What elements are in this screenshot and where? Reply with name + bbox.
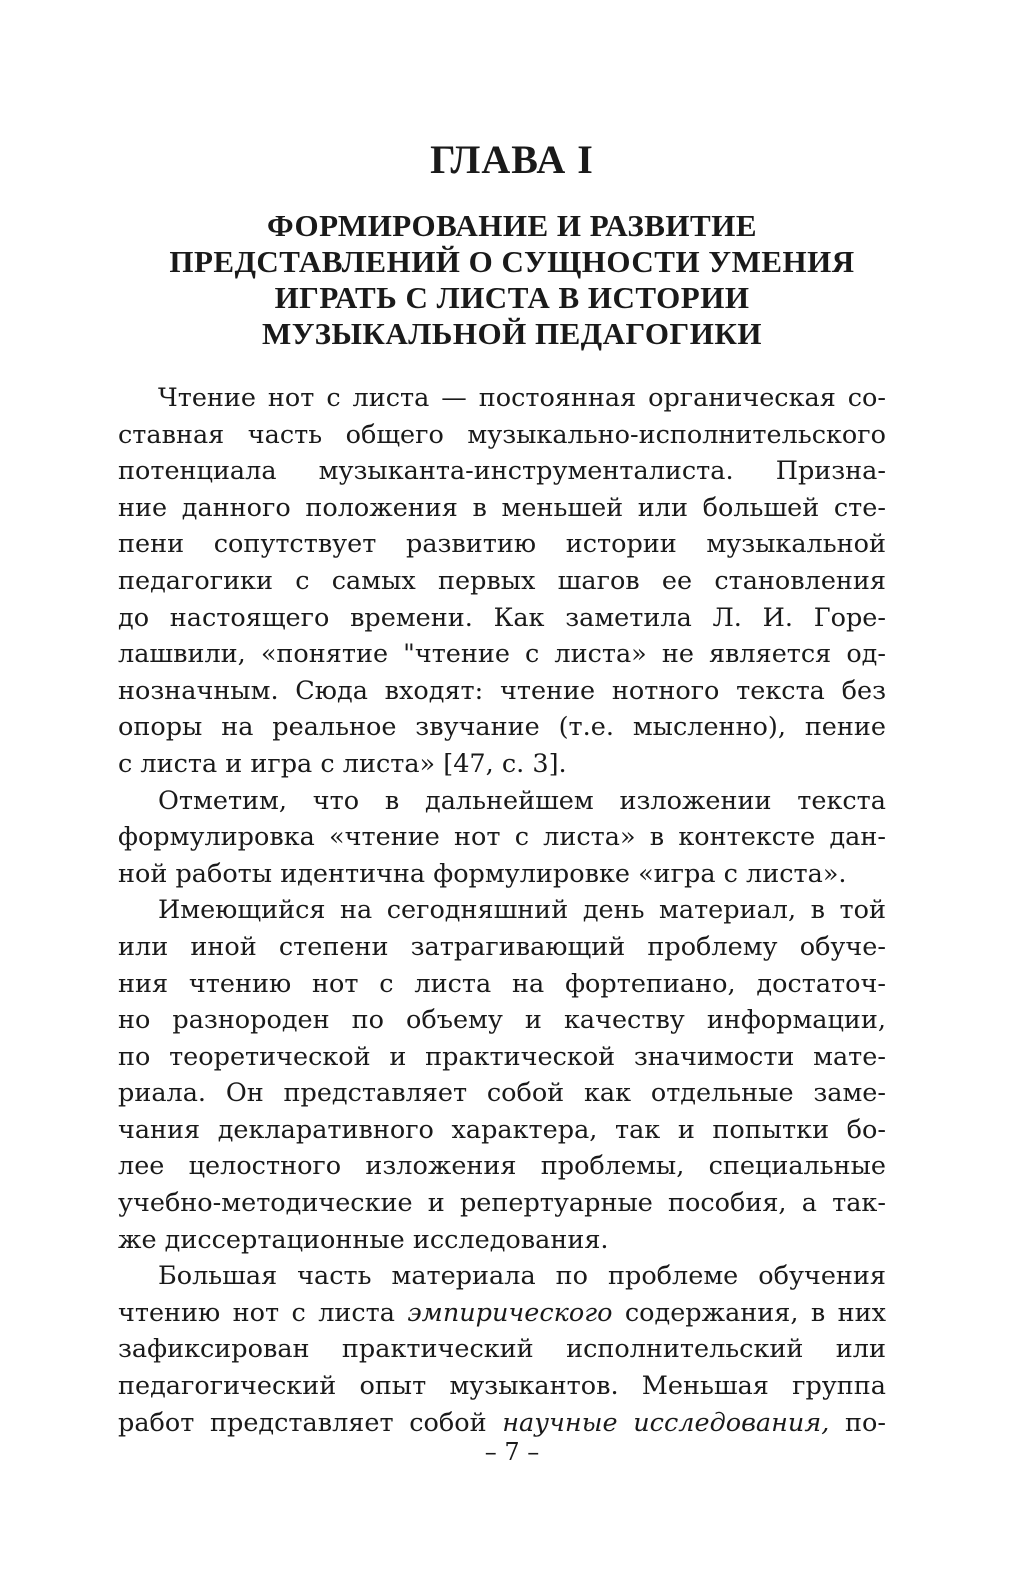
chapter-title-line: ФОРМИРОВАНИЕ И РАЗВИТИЕ <box>266 208 758 243</box>
text-segment: по- <box>829 1407 886 1438</box>
text-segment: чтению нот с листа <box>118 1297 408 1328</box>
text-line: по теоретической и практической значимости мате- <box>118 1041 886 1072</box>
text-line: но разнороден по объему и качеству информации, <box>118 1005 886 1036</box>
text-line: педагогический опыт музыкантов. Меньшая группа <box>118 1371 886 1402</box>
text-line: Большая часть материала по проблеме обучения <box>158 1261 886 1292</box>
text-line: учебно-методические и репертуарные пособия, а так- <box>118 1188 886 1219</box>
text-line <box>118 1295 886 1332</box>
chapter-title <box>0 208 1024 352</box>
chapter-title-line: МУЗЫКАЛЬНОЙ ПЕДАГОГИКИ <box>262 316 762 351</box>
body-text <box>118 380 886 1441</box>
text-line: или иной степени затрагивающий проблему обуче- <box>118 931 886 962</box>
text-line: опоры на реальное звучание (т.е. мысленно), пение <box>118 712 886 743</box>
text-line: Отметим, что в дальнейшем изложении текста <box>158 785 886 816</box>
text-line <box>118 1405 886 1442</box>
emphasis-text: научные исследования, <box>502 1407 830 1438</box>
text-line: зафиксирован практический исполнительский или <box>118 1334 886 1365</box>
text-line: педагогики с самых первых шагов ее становления <box>118 565 886 596</box>
text-segment: работ представляет собой <box>118 1407 503 1438</box>
text-line: лашвили, «понятие "чтение с листа» не является од- <box>118 639 886 670</box>
text-line: лее целостного изложения проблемы, специальные <box>118 1151 886 1182</box>
text-line: же диссертационные исследования. <box>118 1224 609 1255</box>
text-line: Чтение нот с листа — постоянная органическая со- <box>158 383 886 413</box>
page-number: – 7 – <box>484 1438 540 1466</box>
text-line: риала. Он представляет собой как отдельные заме- <box>118 1078 886 1109</box>
text-line: с листа и игра с листа» [47, с. 3]. <box>118 748 567 779</box>
text-line: потенциала музыканта-инструменталиста. Призна- <box>118 456 886 487</box>
chapter-title-line: ПРЕДСТАВЛЕНИЙ О СУЩНОСТИ УМЕНИЯ <box>169 244 855 279</box>
text-line: до настоящего времени. Как заметила Л. И. Горе- <box>118 602 886 633</box>
text-segment: содержания, в них <box>612 1297 886 1328</box>
text-line: чания декларативного характера, так и попытки бо- <box>118 1114 886 1145</box>
chapter-title-line: ИГРАТЬ С ЛИСТА В ИСТОРИИ <box>274 280 750 315</box>
text-line: ния чтению нот с листа на фортепиано, достаточ- <box>118 968 886 999</box>
text-line: нозначным. Сюда входят: чтение нотного текста без <box>118 675 886 706</box>
text-line: формулировка «чтение нот с листа» в контексте дан- <box>118 822 886 853</box>
emphasis-text: эмпирического <box>407 1297 613 1328</box>
text-line: ставная часть общего музыкально-исполнительского <box>118 419 886 450</box>
text-line: Имеющийся на сегодняшний день материал, в той <box>158 895 886 926</box>
chapter-label: ГЛАВА I <box>430 137 594 182</box>
text-line: ной работы идентична формулировке «игра с листа». <box>118 858 847 889</box>
text-line: пени сопутствует развитию истории музыкальной <box>118 529 886 560</box>
text-line: ние данного положения в меньшей или большей сте- <box>118 492 886 523</box>
